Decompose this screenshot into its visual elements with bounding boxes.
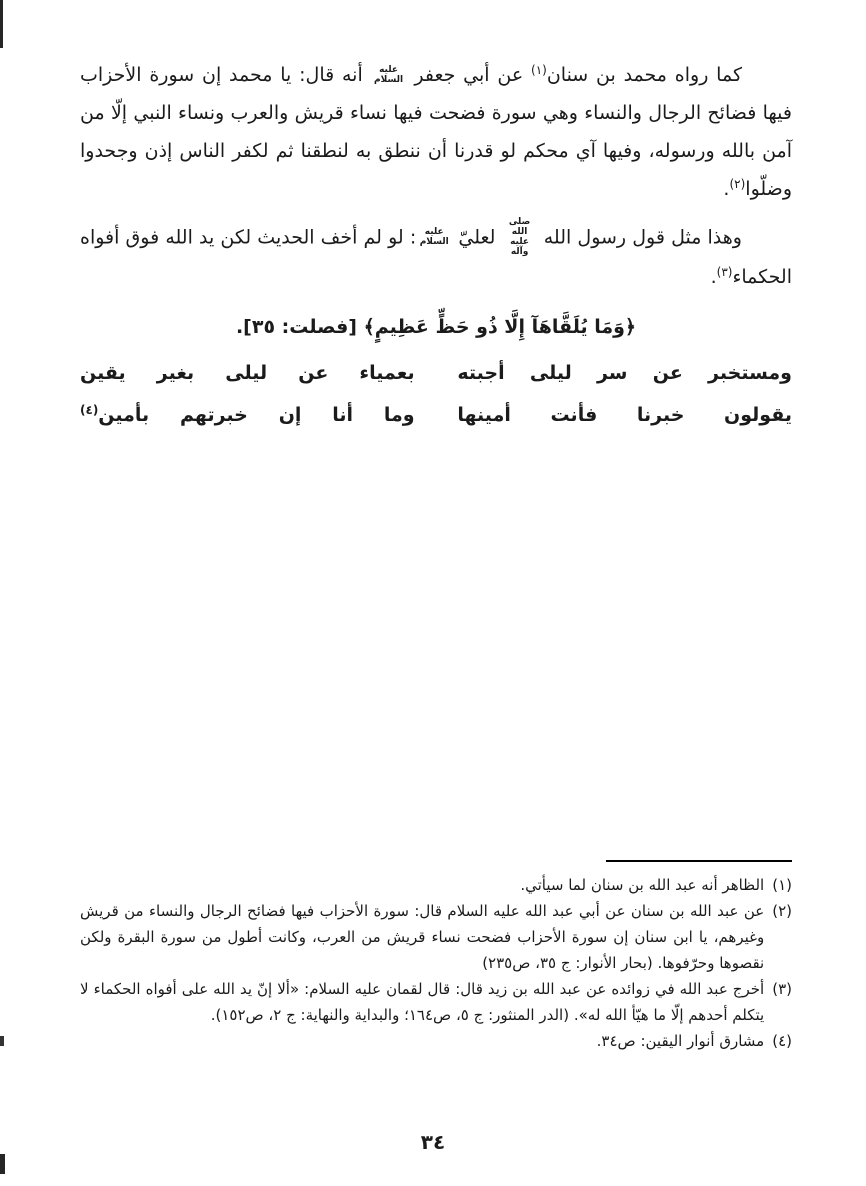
hemistich-left: بعمياء عن ليلى بغير يقين: [80, 361, 415, 384]
hemistich-left: [80, 394, 415, 436]
scan-artifact-bottom-left: [0, 1154, 5, 1174]
page-number: ٣٤: [420, 1130, 446, 1154]
footnote-ref-2: (٢): [729, 177, 746, 191]
poem-line-2: [80, 394, 792, 436]
text-segment: .: [710, 265, 717, 288]
footnote-number: (٤): [772, 1032, 792, 1050]
quran-verse-fussilat-35: ﴿وَمَا يُلَقَّاهَآ إِلَّا ذُو حَظٍّ عَظِيمٍ﴾ [فصلت: ٣٥].: [235, 315, 637, 338]
poem-line-1: [80, 352, 792, 394]
footnotes-section: [80, 860, 792, 1054]
footnote-ref-1: (١): [531, 63, 547, 77]
footnote-text: عن عبد الله بن سنان عن أبي عبد الله عليه السلام قال: سورة الأحزاب فيها فضائح الرجال والنساء من قريش وغيرهم، يا ابن سنان إن سورة الأحزاب فضحت نساء قريش من العرب، وكانت أطول من سورة البقرة ولكن نقصوها وحرّفوها. (بحار الأنوار: ج ٣٥، ص٢٣٥): [80, 902, 765, 972]
footnote-number: (٢): [772, 902, 792, 920]
honorific-calligraphy-salla-allah: صلى الله عليه وآله: [508, 217, 531, 257]
footnote-ref-4: (٤): [80, 402, 99, 417]
footnote-ref-3: (٣): [716, 264, 733, 279]
footnote-1: [80, 872, 792, 898]
paragraph-hadith-sura-ahzab: [80, 56, 792, 208]
footnote-number: (٣): [772, 980, 792, 998]
scan-artifact-left-mid: [0, 1036, 4, 1046]
footnote-number: (١): [772, 876, 792, 894]
text-segment: أنه قال: يا محمد إن سورة الأحزاب فيها فضائح الرجال والنساء وهي سورة فضحت فيها نساء قريش والعرب ونساء النبي إلّا من آمن بالله ورسوله، وفيها آي محكم لو قدرنا أن ننطق به لنطقنا ثم لكفر الناس إذن وجحدوا وضلّوا: [80, 64, 792, 200]
text-segment: وما أنا إن خبرتهم بأمين: [98, 403, 415, 426]
scan-artifact-top-left: [0, 0, 3, 48]
text-segment: وهذا مثل قول رسول الله: [537, 226, 742, 249]
footnote-text: أخرج عبد الله في زوائده عن عبد الله بن زيد قال: قال لقمان عليه السلام: «ألا إنّ يد الله على أفواه الحكماء لا يتكلم أحدهم إلّا ما هيّأ الله له». (الدر المنثور: ج ٥، ص١٦٤؛ والبداية والنهاية: ج ٢، ص١٥٢).: [80, 980, 765, 1024]
text-segment: : لو لم أخف الحديث لكن يد الله فوق أفواه الحكماء: [80, 226, 792, 288]
page-content: [0, 0, 866, 436]
footnote-4: [80, 1028, 792, 1054]
footnote-text: الظاهر أنه عبد الله بن سنان لما سيأتي.: [520, 876, 765, 894]
poem-two-verses: [80, 352, 792, 436]
text-segment: .: [723, 178, 730, 200]
text-segment: عن أبي جعفر: [406, 64, 531, 86]
footnote-2: [80, 898, 792, 976]
text-segment: كما رواه محمد بن سنان: [546, 64, 742, 86]
hemistich-right: يقولون خبرنا فأنت أمينها: [457, 403, 792, 426]
honorific-calligraphy-alayhi-salam: عليه السلام: [419, 226, 449, 247]
footnote-separator-rule: [606, 860, 792, 862]
paragraph-prophet-saying: [80, 218, 792, 296]
hemistich-right: ومستخبر عن سر ليلى أجبته: [457, 361, 792, 384]
footnote-3: [80, 976, 792, 1028]
honorific-calligraphy-alayhi-salam: عليه السلام: [374, 64, 404, 85]
footnote-text: مشارق أنوار اليقين: ص٣٤.: [596, 1032, 765, 1050]
text-segment: لعليّ: [452, 226, 502, 249]
